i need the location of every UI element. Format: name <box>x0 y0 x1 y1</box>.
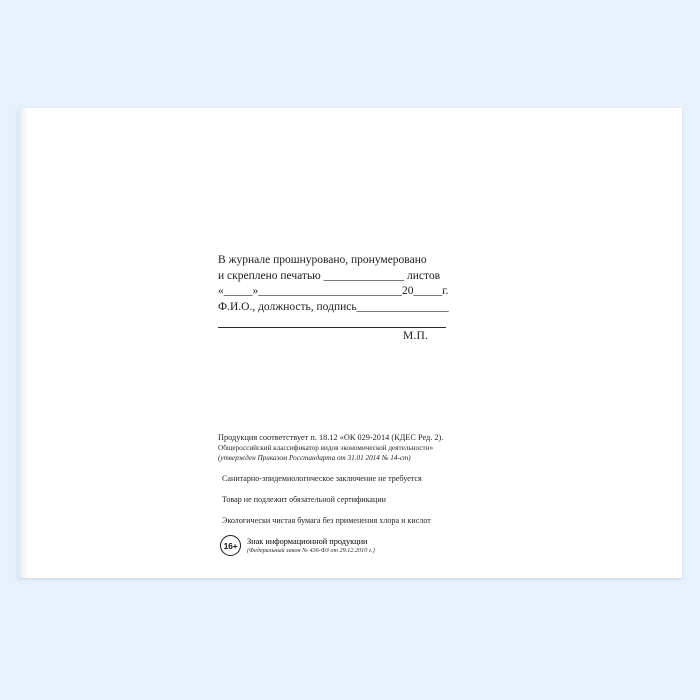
legal-paragraph-3: Экологически чистая бумага без применения хлора и кислот <box>222 516 431 525</box>
age-mark-subtitle: (Федеральный закон № 436-ФЗ от 29.12.2010 г.) <box>247 546 375 554</box>
journal-back-cover-sheet <box>18 108 682 578</box>
binding-line-3: «_____»_________________________20_____г. <box>218 285 449 297</box>
binding-line-1: В журнале прошнуровано, пронумеровано <box>218 254 427 266</box>
seal-place-label: М.П. <box>403 330 429 342</box>
age-mark-title: Знак информационной продукции <box>247 536 368 546</box>
binding-certification-block <box>218 253 478 328</box>
age-rating-icon: 16+ <box>220 535 241 556</box>
age-mark-row <box>220 535 375 556</box>
legal-block <box>218 432 518 526</box>
age-mark-text <box>247 537 375 555</box>
legal-paragraph-2: Товар не подлежит обязательной сертификации <box>222 495 387 504</box>
legal-line-2: Общероссийский классификатор видов экономической деятельности» <box>218 444 434 452</box>
binding-line-4: Ф.И.О., должность, подпись________________ <box>218 300 449 313</box>
legal-line-3: (утвержден Приказом Росстандарта от 31.01 2014 № 14-ст) <box>218 454 411 462</box>
binding-line-2: и скреплено печатью ______________ листов <box>218 269 441 282</box>
legal-line-1: Продукция соответствует п. 18.12 «ОК 029-2014 (КДЕС Ред. 2). <box>218 433 444 442</box>
legal-paragraph-1: Санитарно-эпидемиологическое заключение не требуется <box>222 474 422 483</box>
signature-rule <box>218 316 446 328</box>
